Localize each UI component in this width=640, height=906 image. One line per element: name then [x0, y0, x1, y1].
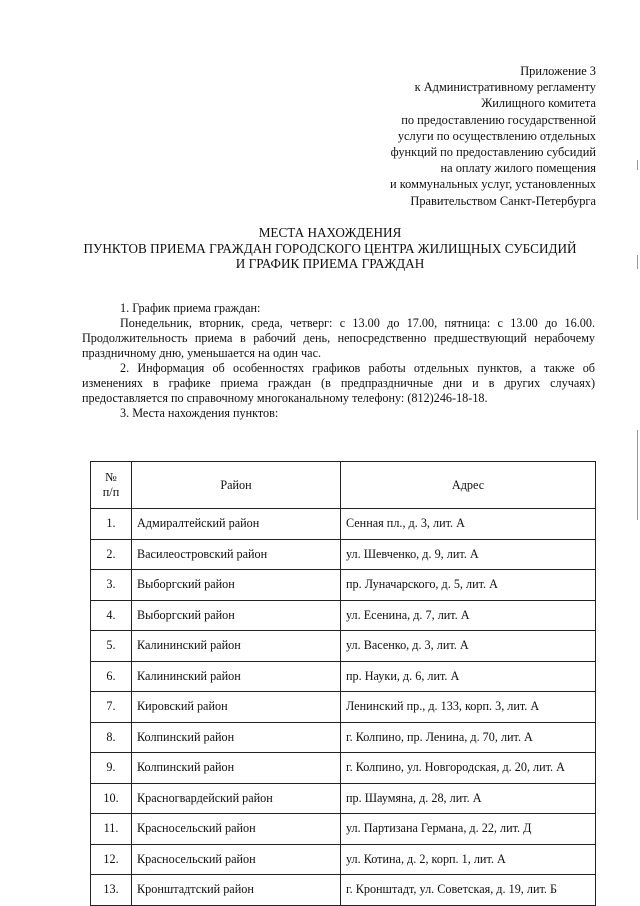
table-row: [91, 783, 596, 814]
table-row: [91, 692, 596, 723]
row-number: 1.: [91, 509, 132, 540]
schedule-text: Понедельник, вторник, среда, четверг: с 13.00 до 17.00, пятница: с 13.00 до 16.00. Продолжительность приема в рабочий день, непосредственно предшествующий нерабочему праздничному дню, уменьшается на один час.: [82, 316, 595, 360]
row-district: Калининский район: [132, 661, 341, 692]
title-line: МЕСТА НАХОЖДЕНИЯ: [258, 225, 402, 240]
table-row: [91, 814, 596, 845]
header-address: Адрес: [341, 462, 596, 509]
row-address: пр. Науки, д. 6, лит. А: [341, 661, 596, 692]
row-number: 2.: [91, 539, 132, 570]
appendix-line: на оплату жилого помещения: [440, 161, 596, 176]
row-address: ул. Партизана Германа, д. 22, лит. Д: [341, 814, 596, 845]
row-address: пр. Луначарского, д. 5, лит. А: [341, 570, 596, 601]
header-number-line2: п/п: [102, 485, 120, 499]
appendix-line: по предоставлению государственной: [401, 112, 596, 127]
appendix-line: функций по предоставлению субсидий: [390, 145, 596, 160]
table-row: [91, 570, 596, 601]
appendix-line: к Административному регламенту: [414, 80, 596, 95]
row-number: 13.: [91, 875, 132, 906]
row-address: Ленинский пр., д. 133, корп. 3, лит. А: [341, 692, 596, 723]
table-row: [91, 722, 596, 753]
appendix-line: Жилищного комитета: [481, 96, 596, 111]
row-address: ул. Васенко, д. 3, лит. А: [341, 631, 596, 662]
header-number: [91, 462, 132, 509]
table-row: [91, 600, 596, 631]
scan-artifact: [637, 430, 638, 520]
locations-heading: 3. Места нахождения пунктов:: [120, 406, 279, 420]
row-number: 6.: [91, 661, 132, 692]
row-number: 8.: [91, 722, 132, 753]
document-title: [40, 225, 620, 272]
row-district: Кировский район: [132, 692, 341, 723]
appendix-line: Правительством Санкт-Петербурга: [410, 193, 596, 208]
title-line: ПУНКТОВ ПРИЕМА ГРАЖДАН ГОРОДСКОГО ЦЕНТРА ЖИЛИЩНЫХ СУБСИДИЙ: [83, 240, 577, 256]
row-district: Василеостровский район: [132, 539, 341, 570]
row-address: Сенная пл., д. 3, лит. А: [341, 509, 596, 540]
row-address: ул. Котина, д. 2, корп. 1, лит. А: [341, 844, 596, 875]
row-address: ул. Есенина, д. 7, лит. А: [341, 600, 596, 631]
row-address: г. Колпино, ул. Новгородская, д. 20, лит. А: [341, 753, 596, 784]
row-district: Калининский район: [132, 631, 341, 662]
row-number: 4.: [91, 600, 132, 631]
row-address: пр. Шаумяна, д. 28, лит. А: [341, 783, 596, 814]
row-address: г. Колпино, пр. Ленина, д. 70, лит. А: [341, 722, 596, 753]
row-number: 10.: [91, 783, 132, 814]
row-number: 3.: [91, 570, 132, 601]
appendix-line: и коммунальных услуг, установленных: [390, 177, 596, 192]
row-number: 11.: [91, 814, 132, 845]
row-number: 9.: [91, 753, 132, 784]
table-row: [91, 631, 596, 662]
scan-artifact: [637, 255, 638, 269]
appendix-line: Приложение 3: [520, 64, 596, 78]
header-number-line1: №: [105, 470, 117, 484]
table-row: [91, 875, 596, 906]
locations-table: [90, 461, 596, 906]
document-body: [82, 301, 595, 421]
table-row: [91, 753, 596, 784]
scan-artifact: [637, 160, 638, 170]
row-district: Красногвардейский район: [132, 783, 341, 814]
row-district: Кронштадтский район: [132, 875, 341, 906]
title-line: И ГРАФИК ПРИЕМА ГРАЖДАН: [235, 256, 425, 271]
row-number: 5.: [91, 631, 132, 662]
table-row: [91, 509, 596, 540]
schedule-heading: 1. График приема граждан:: [120, 301, 261, 315]
row-district: Выборгский район: [132, 570, 341, 601]
table-row: [91, 844, 596, 875]
row-district: Красносельский район: [132, 814, 341, 845]
table-header-row: [91, 462, 596, 509]
appendix-line: услуги по осуществлению отдельных: [397, 128, 596, 143]
header-district: Район: [132, 462, 341, 509]
row-district: Колпинский район: [132, 753, 341, 784]
row-district: Красносельский район: [132, 844, 341, 875]
row-number: 7.: [91, 692, 132, 723]
row-address: г. Кронштадт, ул. Советская, д. 19, лит. Б: [341, 875, 596, 906]
row-number: 12.: [91, 844, 132, 875]
table-row: [91, 539, 596, 570]
row-district: Адмиралтейский район: [132, 509, 341, 540]
table-row: [91, 661, 596, 692]
appendix-header: [390, 63, 596, 209]
row-address: ул. Шевченко, д. 9, лит. А: [341, 539, 596, 570]
row-district: Выборгский район: [132, 600, 341, 631]
info-paragraph: 2. Информация об особенностях графиков работы отдельных пунктов, а также об изменениях в графике приема граждан (в предпраздничные дни и в других случаях) предоставляется по справочному многоканальному телефону: (812)246-18-18.: [82, 361, 595, 405]
row-district: Колпинский район: [132, 722, 341, 753]
